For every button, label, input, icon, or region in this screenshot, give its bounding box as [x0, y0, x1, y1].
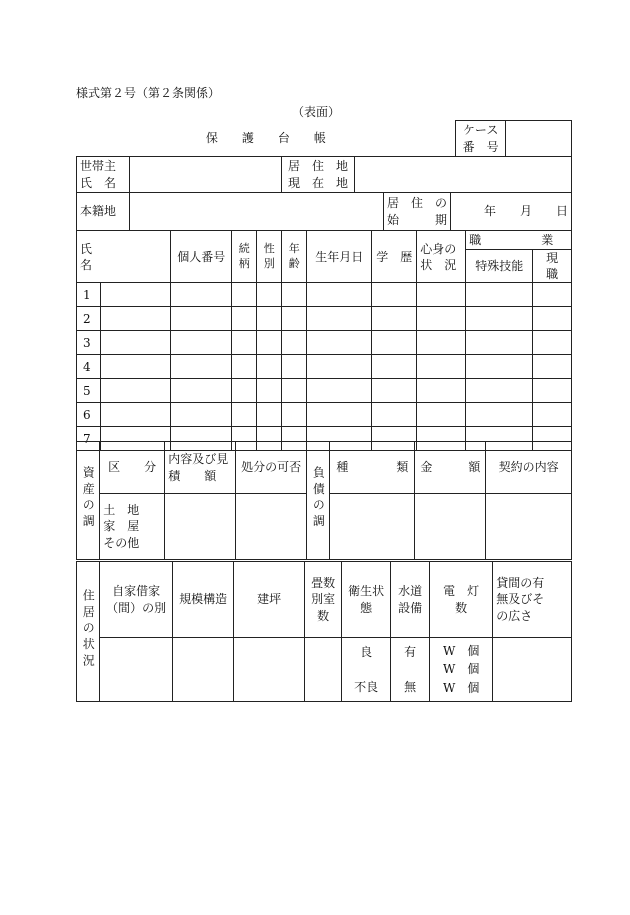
cell[interactable] — [372, 379, 417, 403]
education-header: 学 歴 — [372, 231, 417, 283]
honseki-table — [76, 192, 572, 231]
debt-kind-header: 種 類 — [330, 442, 415, 494]
cell[interactable] — [257, 355, 282, 379]
head-name-label: 世帯主 氏 名 — [77, 157, 130, 193]
rental-room-field[interactable] — [493, 638, 572, 702]
lights-header: 電 灯 数 — [430, 562, 493, 638]
cell[interactable] — [533, 307, 572, 331]
cell[interactable] — [466, 283, 533, 307]
cell[interactable] — [307, 379, 372, 403]
cell[interactable] — [282, 307, 307, 331]
cell[interactable] — [417, 331, 466, 355]
page-title: 保 護 台 帳 — [205, 131, 326, 146]
cell[interactable] — [307, 355, 372, 379]
member-name-cell[interactable] — [101, 355, 171, 379]
cell[interactable] — [232, 307, 257, 331]
cell[interactable] — [257, 283, 282, 307]
cell[interactable] — [232, 283, 257, 307]
relation-header: 続柄 — [232, 231, 257, 283]
hygiene-field[interactable] — [342, 638, 391, 702]
lights-w2: W 個 — [443, 662, 480, 677]
lights-w3: W 個 — [443, 680, 480, 695]
debt-contract-field[interactable] — [486, 494, 572, 560]
member-name-cell[interactable] — [101, 403, 171, 427]
cell[interactable] — [171, 355, 232, 379]
cell[interactable] — [171, 331, 232, 355]
cell[interactable] — [307, 307, 372, 331]
cell[interactable] — [372, 355, 417, 379]
cell[interactable] — [533, 379, 572, 403]
cell[interactable] — [372, 331, 417, 355]
member-name-cell[interactable] — [101, 331, 171, 355]
residence-start-date[interactable]: 年 月 日 — [451, 193, 572, 231]
assets-kubun-header: 区 分 — [100, 442, 165, 494]
assets-content-header: 内容及び見 積 額 — [165, 442, 236, 494]
residence-field[interactable] — [355, 157, 572, 193]
table-row — [77, 283, 572, 307]
floor-area-header: 建坪 — [234, 562, 305, 638]
cell[interactable] — [533, 403, 572, 427]
water-header: 水道 設備 — [391, 562, 430, 638]
asset-disposable-field[interactable] — [236, 494, 307, 560]
cell[interactable] — [466, 379, 533, 403]
row-number: 6 — [77, 403, 101, 427]
cell[interactable] — [257, 403, 282, 427]
table-row — [77, 307, 572, 331]
cell[interactable] — [171, 379, 232, 403]
water-no: 無 — [404, 679, 417, 694]
members-table — [76, 230, 572, 451]
asset-items-label: 土 地 家 屋 その他 — [100, 494, 165, 560]
structure-header: 規模構造 — [173, 562, 234, 638]
cell[interactable] — [417, 355, 466, 379]
hygiene-good: 良 — [360, 645, 373, 660]
hygiene-bad: 不良 — [354, 679, 379, 694]
personal-number-header: 個人番号 — [171, 231, 232, 283]
skill-header: 特殊技能 — [466, 250, 533, 283]
own-rent-field[interactable] — [100, 638, 173, 702]
cell[interactable] — [171, 403, 232, 427]
tatami-rooms-header: 畳数 別室 数 — [305, 562, 342, 638]
cell[interactable] — [533, 355, 572, 379]
row-number: 3 — [77, 331, 101, 355]
asset-content-field[interactable] — [165, 494, 236, 560]
cell[interactable] — [533, 331, 572, 355]
housing-table — [76, 561, 572, 702]
cell[interactable] — [307, 331, 372, 355]
title-table — [76, 120, 572, 157]
cell[interactable] — [466, 403, 533, 427]
front-side-label: （表面） — [292, 105, 341, 119]
cell[interactable] — [307, 403, 372, 427]
cell[interactable] — [171, 307, 232, 331]
member-name-cell[interactable] — [101, 307, 171, 331]
head-name-field[interactable] — [130, 157, 282, 193]
cell[interactable] — [232, 403, 257, 427]
table-row — [77, 403, 572, 427]
residence-start-label: 居 住 の 始 期 — [384, 193, 451, 231]
birthdate-header: 生年月日 — [307, 231, 372, 283]
member-name-header: 氏 名 — [77, 231, 171, 283]
debt-kind-field[interactable] — [330, 494, 415, 560]
row-number: 5 — [77, 379, 101, 403]
cell[interactable] — [257, 379, 282, 403]
sex-header: 性別 — [257, 231, 282, 283]
cell[interactable] — [417, 379, 466, 403]
form-label: 様式第２号（第２条関係） — [76, 86, 221, 100]
cell[interactable] — [417, 403, 466, 427]
hygiene-header: 衛生状 態 — [342, 562, 391, 638]
cell[interactable] — [466, 355, 533, 379]
honseki-label: 本籍地 — [77, 193, 130, 231]
cell[interactable] — [257, 331, 282, 355]
case-number-field[interactable] — [506, 121, 572, 157]
cell[interactable] — [417, 307, 466, 331]
floor-area-field[interactable] — [234, 638, 305, 702]
cell[interactable] — [232, 379, 257, 403]
lights-field[interactable] — [430, 638, 493, 702]
cell[interactable] — [372, 307, 417, 331]
debt-amount-header: 金 額 — [415, 442, 486, 494]
assets-table — [76, 441, 572, 560]
age-header: 年齢 — [282, 231, 307, 283]
tatami-rooms-field[interactable] — [305, 638, 342, 702]
cell[interactable] — [282, 379, 307, 403]
assets-disposable-header: 処分の可否 — [236, 442, 307, 494]
debt-contract-header: 契約の内容 — [486, 442, 572, 494]
cell[interactable] — [282, 283, 307, 307]
table-row — [77, 379, 572, 403]
debt-amount-field[interactable] — [415, 494, 486, 560]
row-number: 7 — [77, 427, 101, 451]
water-yes: 有 — [404, 645, 417, 660]
row-number: 4 — [77, 355, 101, 379]
cell[interactable] — [232, 331, 257, 355]
current-job-header: 現 職 — [533, 250, 572, 283]
cell[interactable] — [417, 283, 466, 307]
cell[interactable] — [307, 283, 372, 307]
assets-section-label: 資産の調 — [77, 442, 100, 560]
rental-room-header: 貸間の有 無及びそ の広さ — [493, 562, 572, 638]
cell[interactable] — [372, 283, 417, 307]
cell[interactable] — [282, 355, 307, 379]
cell[interactable] — [282, 331, 307, 355]
water-field[interactable] — [391, 638, 430, 702]
occupation-header: 職 業 — [466, 231, 572, 250]
case-number-label: ケース 番 号 — [455, 121, 506, 157]
cell[interactable] — [232, 355, 257, 379]
housing-section-label: 住居の状況 — [77, 562, 100, 702]
debts-section-label: 負債の調 — [307, 442, 330, 560]
structure-field[interactable] — [173, 638, 234, 702]
honseki-field[interactable] — [130, 193, 384, 231]
cell[interactable] — [466, 307, 533, 331]
residence-label: 居 住 地 現 在 地 — [282, 157, 355, 193]
table-row — [77, 331, 572, 355]
row-number: 1 — [77, 283, 101, 307]
row-number: 2 — [77, 307, 101, 331]
household-table — [76, 156, 572, 193]
cell[interactable] — [372, 403, 417, 427]
own-rent-header: 自家借家 （間）の別 — [100, 562, 173, 638]
cell[interactable] — [466, 331, 533, 355]
member-name-cell[interactable] — [101, 379, 171, 403]
lights-w1: W 個 — [443, 644, 480, 659]
cell[interactable] — [533, 283, 572, 307]
health-header: 心身の 状 況 — [417, 231, 466, 283]
cell[interactable] — [282, 403, 307, 427]
cell[interactable] — [257, 307, 282, 331]
cell[interactable] — [171, 283, 232, 307]
member-name-cell[interactable] — [101, 283, 171, 307]
table-row — [77, 355, 572, 379]
